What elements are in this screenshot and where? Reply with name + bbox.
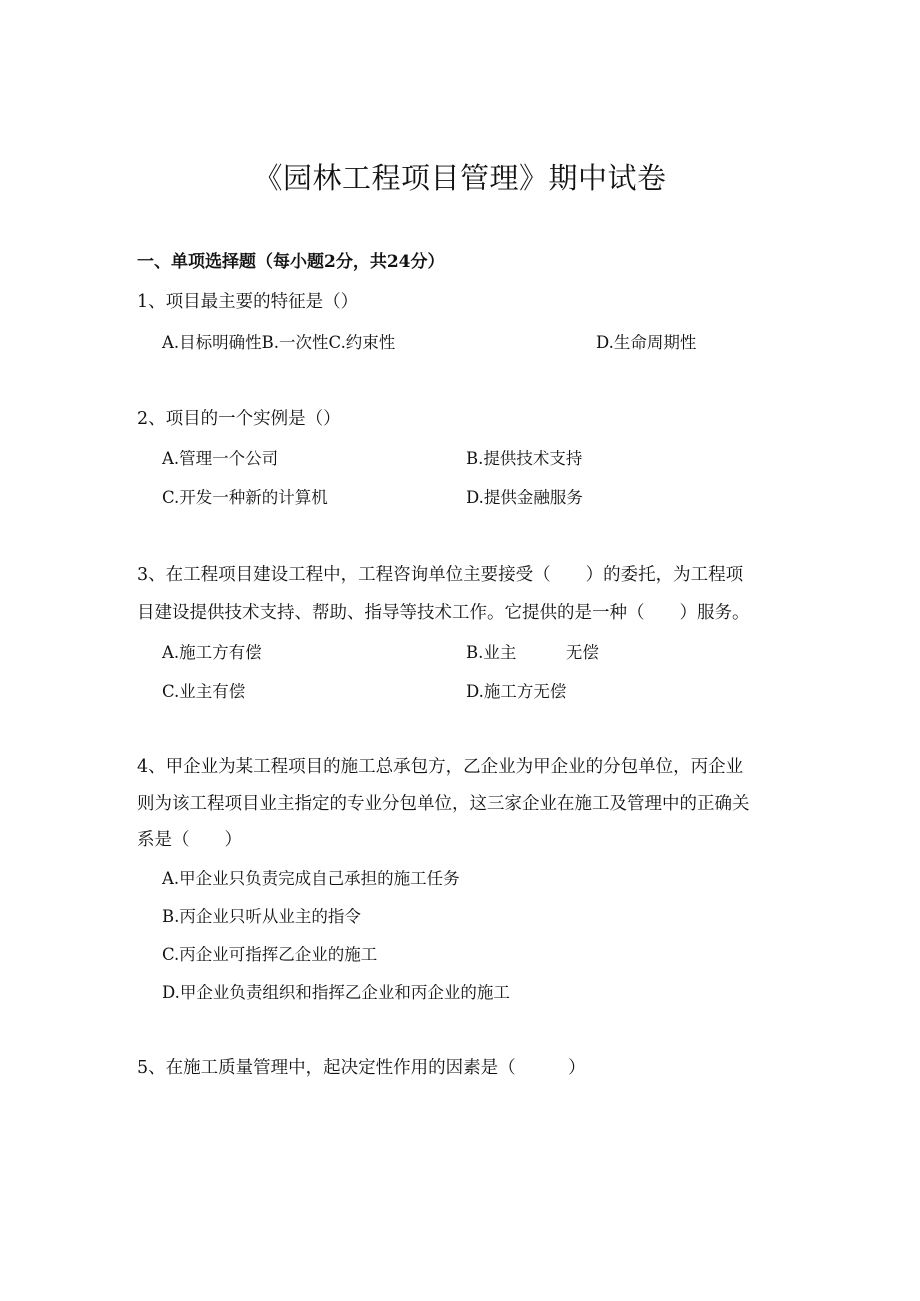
question-4-stem-line-2: 则为该工程项目业主指定的专业分包单位，这三家企业在施工及管理中的正确关 [137,794,750,814]
question-5-stem: 5、在施工质量管理中，起决定性作用的因素是（ ） [137,1058,586,1078]
question-3-stem-line-1: 3、在工程项目建设工程中，工程咨询单位主要接受（ ）的委托，为工程项 [137,565,744,585]
question-2-option-b: B.提供技术支持 [466,449,583,468]
page-title: 《园林工程项目管理》期中试卷 [253,161,667,195]
question-2-option-c: C.开发一种新的计算机 [162,488,328,507]
question-4-stem-line-1: 4、甲企业为某工程项目的施工总承包方，乙企业为甲企业的分包单位，丙企业 [137,757,744,777]
question-2-option-a: A.管理一个公司 [162,449,279,468]
question-3-option-c: C.业主有偿 [162,682,246,701]
question-2-stem: 2、项目的一个实例是（） [137,409,341,429]
question-2-option-d: D.提供金融服务 [466,488,583,507]
question-3-option-a: A.施工方有偿 [162,643,262,662]
question-4-option-d: D.甲企业负责组织和指挥乙企业和丙企业的施工 [162,983,510,1002]
question-1-option-d: D.生命周期性 [596,333,697,352]
question-4-stem-line-3: 系是（ ） [137,830,242,850]
question-1-stem: 1、项目最主要的特征是（） [137,292,359,312]
question-4-option-b: B.丙企业只听从业主的指令 [162,907,361,926]
question-3-option-d: D.施工方无偿 [466,682,567,701]
question-3-stem-line-2: 目建设提供技术支持、帮助、指导等技术工作。它提供的是一种（ ）服务。 [137,603,750,623]
question-4-option-c: C.丙企业可指挥乙企业的施工 [162,945,378,964]
question-4-option-a: A.甲企业只负责完成自己承担的施工任务 [162,869,460,888]
section-heading: 一、单项选择题（每小题2分，共24分） [137,252,445,272]
question-1-options-abc: A.目标明确性B.一次性C.约束性 [162,333,396,352]
question-3-option-b: B.业主 无偿 [466,643,599,662]
